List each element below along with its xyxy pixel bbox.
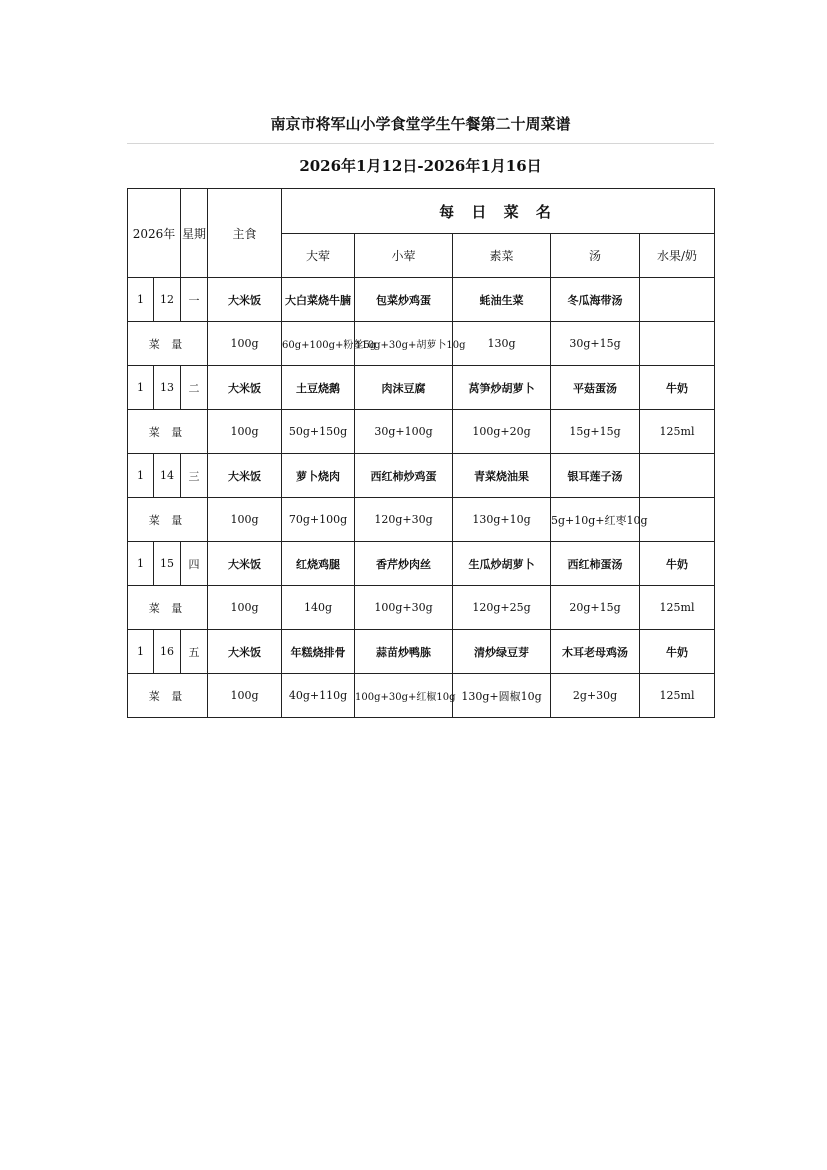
quantity-cell: 125ml <box>640 674 715 718</box>
dish-cell: 西红柿蛋汤 <box>551 542 640 586</box>
staple-header: 主食 <box>208 189 282 278</box>
staple-quantity-cell: 100g <box>208 586 282 630</box>
quantity-label: 菜 量 <box>128 674 208 718</box>
dish-cell: 大白菜烧牛腩 <box>282 278 355 322</box>
quantity-cell: 110g+30g+胡萝卜10g <box>355 322 453 366</box>
quantity-cell: 40g+110g <box>282 674 355 718</box>
month-cell: 1 <box>128 454 154 498</box>
quantity-cell: 125ml <box>640 586 715 630</box>
dish-cell: 冬瓜海带汤 <box>551 278 640 322</box>
quantity-cell <box>640 322 715 366</box>
dish-cell: 包菜炒鸡蛋 <box>355 278 453 322</box>
month-cell: 1 <box>128 542 154 586</box>
daily-dishes-header: 每 日 菜 名 <box>282 189 715 234</box>
dish-cell: 牛奶 <box>640 542 715 586</box>
quantity-cell: 5g+10g+红枣10g <box>551 498 640 542</box>
quantity-cell: 125ml <box>640 410 715 454</box>
weekday-header: 星期 <box>181 189 208 278</box>
quantity-row <box>128 674 715 718</box>
weekday-cell: 五 <box>181 630 208 674</box>
quantity-cell: 100g+30g <box>355 586 453 630</box>
dish-cell: 西红柿炒鸡蛋 <box>355 454 453 498</box>
quantity-row <box>128 586 715 630</box>
staple-cell: 大米饭 <box>208 454 282 498</box>
quantity-cell: 30g+15g <box>551 322 640 366</box>
column-header-soup: 汤 <box>551 234 640 278</box>
quantity-row <box>128 410 715 454</box>
dish-cell: 青菜烧油果 <box>453 454 551 498</box>
quantity-cell: 60g+100g+粉丝5g <box>282 322 355 366</box>
year-header: 2026年 <box>128 189 181 278</box>
day-cell: 16 <box>154 630 181 674</box>
dish-cell: 银耳莲子汤 <box>551 454 640 498</box>
dish-cell: 生瓜炒胡萝卜 <box>453 542 551 586</box>
weekday-cell: 三 <box>181 454 208 498</box>
quantity-cell: 70g+100g <box>282 498 355 542</box>
staple-quantity-cell: 100g <box>208 322 282 366</box>
month-cell: 1 <box>128 366 154 410</box>
quantity-cell: 50g+150g <box>282 410 355 454</box>
quantity-row <box>128 498 715 542</box>
day-cell: 14 <box>154 454 181 498</box>
weekday-cell: 四 <box>181 542 208 586</box>
quantity-label: 菜 量 <box>128 410 208 454</box>
weekday-cell: 一 <box>181 278 208 322</box>
quantity-cell: 120g+30g <box>355 498 453 542</box>
weekday-cell: 二 <box>181 366 208 410</box>
staple-cell: 大米饭 <box>208 542 282 586</box>
day-cell: 15 <box>154 542 181 586</box>
date-range: 2026年1月12日-2026年1月16日 <box>299 157 542 175</box>
quantity-cell <box>640 498 715 542</box>
dish-cell: 牛奶 <box>640 366 715 410</box>
header-row-1 <box>128 189 715 234</box>
dish-cell: 莴笋炒胡萝卜 <box>453 366 551 410</box>
dish-cell: 蒜苗炒鸭胨 <box>355 630 453 674</box>
quantity-row <box>128 322 715 366</box>
column-header-fruit-milk: 水果/奶 <box>640 234 715 278</box>
month-cell: 1 <box>128 630 154 674</box>
dish-cell: 香芹炒肉丝 <box>355 542 453 586</box>
staple-quantity-cell: 100g <box>208 498 282 542</box>
day-cell: 12 <box>154 278 181 322</box>
dish-row <box>128 630 715 674</box>
month-cell: 1 <box>128 278 154 322</box>
dish-cell: 清炒绿豆芽 <box>453 630 551 674</box>
dish-cell: 平菇蛋汤 <box>551 366 640 410</box>
quantity-cell: 130g+10g <box>453 498 551 542</box>
dish-cell: 年糕烧排骨 <box>282 630 355 674</box>
staple-cell: 大米饭 <box>208 630 282 674</box>
staple-quantity-cell: 100g <box>208 674 282 718</box>
quantity-cell: 20g+15g <box>551 586 640 630</box>
quantity-cell: 2g+30g <box>551 674 640 718</box>
dish-cell <box>640 278 715 322</box>
staple-cell: 大米饭 <box>208 366 282 410</box>
quantity-cell: 130g <box>453 322 551 366</box>
dish-cell: 木耳老母鸡汤 <box>551 630 640 674</box>
column-header-vegetable: 素菜 <box>453 234 551 278</box>
dish-cell: 牛奶 <box>640 630 715 674</box>
staple-quantity-cell: 100g <box>208 410 282 454</box>
quantity-cell: 100g+30g+红椒10g <box>355 674 453 718</box>
dish-row <box>128 278 715 322</box>
dish-cell: 肉沫豆腐 <box>355 366 453 410</box>
dish-row <box>128 366 715 410</box>
quantity-label: 菜 量 <box>128 322 208 366</box>
column-header-big-meat: 大荤 <box>282 234 355 278</box>
quantity-cell: 130g+圆椒10g <box>453 674 551 718</box>
menu-table <box>127 188 715 718</box>
staple-cell: 大米饭 <box>208 278 282 322</box>
dish-cell: 蚝油生菜 <box>453 278 551 322</box>
quantity-cell: 15g+15g <box>551 410 640 454</box>
quantity-cell: 140g <box>282 586 355 630</box>
dish-cell: 土豆烧鹅 <box>282 366 355 410</box>
dish-row <box>128 454 715 498</box>
dish-row <box>128 542 715 586</box>
dish-cell <box>640 454 715 498</box>
dish-cell: 萝卜烧肉 <box>282 454 355 498</box>
dish-cell: 红烧鸡腿 <box>282 542 355 586</box>
quantity-cell: 120g+25g <box>453 586 551 630</box>
day-cell: 13 <box>154 366 181 410</box>
menu-title: 南京市将军山小学食堂学生午餐第二十周菜谱 <box>127 103 714 144</box>
column-header-small-meat: 小荤 <box>355 234 453 278</box>
quantity-label: 菜 量 <box>128 586 208 630</box>
quantity-cell: 100g+20g <box>453 410 551 454</box>
quantity-cell: 30g+100g <box>355 410 453 454</box>
quantity-label: 菜 量 <box>128 498 208 542</box>
